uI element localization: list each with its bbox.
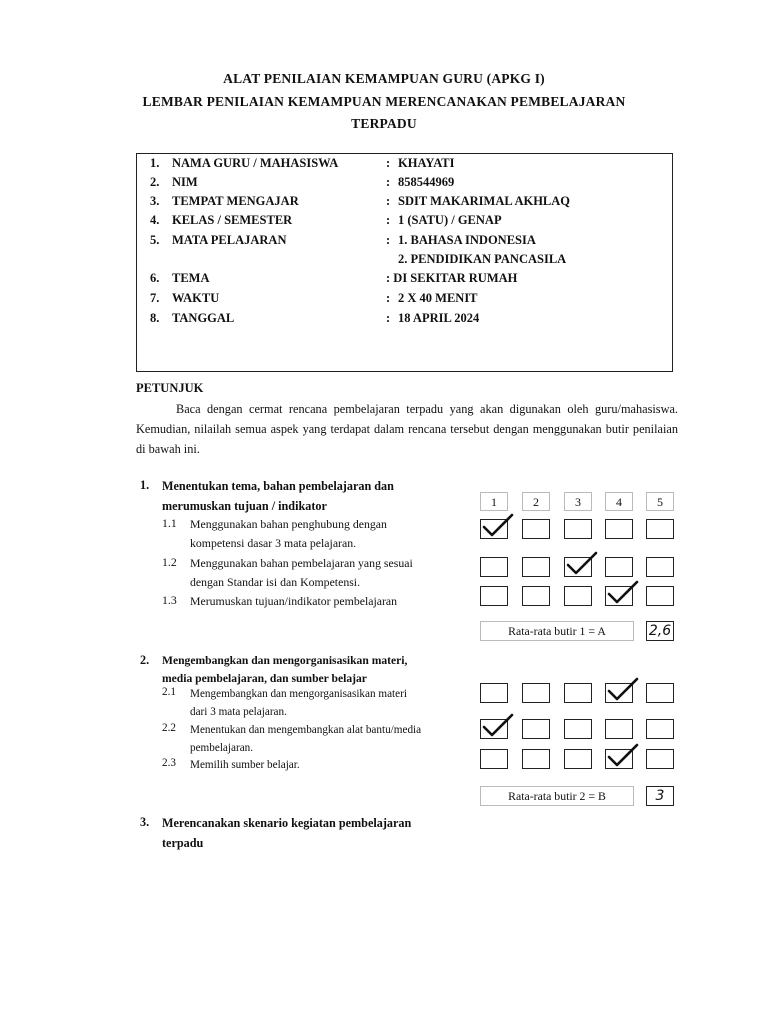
info-number: 2. <box>150 175 160 189</box>
info-colon: : DI SEKITAR RUMAH <box>386 271 518 285</box>
score-checkbox[interactable] <box>564 557 592 577</box>
scale-header-3: 3 <box>564 492 592 511</box>
info-number: 3. <box>150 194 160 208</box>
info-colon: : <box>386 213 391 227</box>
score-checkbox[interactable] <box>605 749 633 769</box>
info-value: 2. PENDIDIKAN PANCASILA <box>398 252 567 266</box>
score-checkbox[interactable] <box>480 557 508 577</box>
section-2-title: Mengembangkan dan mengorganisasikan materi, media pembelajaran, dan sumber belajar <box>162 654 408 685</box>
info-colon: : <box>386 311 391 325</box>
section-3-number: 3. <box>140 815 150 829</box>
info-label: MATA PELAJARAN <box>172 233 287 247</box>
scale-header-1: 1 <box>480 492 508 511</box>
rata-rata-2-score: 3 <box>646 786 674 806</box>
scale-header-5: 5 <box>646 492 674 511</box>
petunjuk-text: Baca dengan cermat rencana pembelajaran terpadu yang akan digunakan oleh guru/mahasiswa. Kemudian, nilailah semua aspek yang terdapat dalam rencana tersebut dengan menggunakan butir penilaian di bawah ini. <box>136 402 678 456</box>
info-label: KELAS / SEMESTER <box>172 213 293 227</box>
score-checkbox[interactable] <box>480 519 508 539</box>
section-1-title: Menentukan tema, bahan pembelajaran dan merumuskan tujuan / indikator <box>162 479 394 513</box>
item-1-1-number: 1.1 <box>162 516 177 530</box>
score-checkbox[interactable] <box>480 749 508 769</box>
scale-header-4: 4 <box>605 492 633 511</box>
item-2-3-number: 2.3 <box>162 757 176 769</box>
score-checkbox[interactable] <box>522 719 550 739</box>
score-checkbox[interactable] <box>605 519 633 539</box>
score-checkbox[interactable] <box>605 557 633 577</box>
checkmark-icon <box>604 579 640 607</box>
rata-rata-1-score: 2,6 <box>646 621 674 641</box>
info-colon: : <box>386 194 391 208</box>
checkmark-icon <box>563 550 599 578</box>
info-number: 5. <box>150 233 160 247</box>
info-number: 8. <box>150 311 160 325</box>
item-1-2-number: 1.2 <box>162 555 177 569</box>
score-checkbox[interactable] <box>564 719 592 739</box>
rata-rata-1-label: Rata-rata butir 1 = A <box>480 621 634 641</box>
info-label: WAKTU <box>172 291 220 305</box>
checkmark-icon <box>604 742 640 770</box>
score-checkbox[interactable] <box>646 586 674 606</box>
info-colon: : <box>386 291 391 305</box>
info-number: 4. <box>150 213 160 227</box>
info-value: KHAYATI <box>398 156 455 170</box>
item-2-2-text: Menentukan dan mengembangkan alat bantu/media pembelajaran. <box>190 724 422 754</box>
score-checkbox[interactable] <box>646 557 674 577</box>
score-checkbox[interactable] <box>564 519 592 539</box>
item-1-2-text: Menggunakan bahan pembelajaran yang sesuai dengan Standar isi dan Kompetensi. <box>190 556 413 589</box>
score-checkbox[interactable] <box>564 749 592 769</box>
info-label: NIM <box>172 175 198 189</box>
info-value: 2 X 40 MENIT <box>398 291 478 305</box>
info-label: TEMPAT MENGAJAR <box>172 194 299 208</box>
score-checkbox[interactable] <box>480 586 508 606</box>
checkmark-icon <box>479 512 515 540</box>
info-colon: : <box>386 156 391 170</box>
item-2-2-number: 2.2 <box>162 722 176 734</box>
score-checkbox[interactable] <box>605 719 633 739</box>
info-number: 6. <box>150 271 160 285</box>
score-checkbox[interactable] <box>522 519 550 539</box>
score-checkbox[interactable] <box>480 683 508 703</box>
scale-header-2: 2 <box>522 492 550 511</box>
rata-rata-2-label: Rata-rata butir 2 = B <box>480 786 634 806</box>
checkmark-icon <box>604 676 640 704</box>
info-value: 1. BAHASA INDONESIA <box>398 233 536 247</box>
score-checkbox[interactable] <box>646 719 674 739</box>
item-1-3-text: Merumuskan tujuan/indikator pembelajaran <box>190 594 398 608</box>
info-colon: : <box>386 233 391 247</box>
info-value: 18 APRIL 2024 <box>398 311 480 325</box>
info-value: 1 (SATU) / GENAP <box>398 213 502 227</box>
info-number: 1. <box>150 156 160 170</box>
score-checkbox[interactable] <box>564 683 592 703</box>
section-3-title: Merencanakan skenario kegiatan pembelajaran terpadu <box>162 816 412 850</box>
item-1-1-text: Menggunakan bahan penghubung dengan kompetensi dasar 3 mata pelajaran. <box>190 517 387 550</box>
score-checkbox[interactable] <box>646 749 674 769</box>
info-label: TEMA <box>172 271 210 285</box>
info-colon: : <box>386 175 391 189</box>
doc-subtitle: LEMBAR PENILAIAN KEMAMPUAN MERENCANAKAN PEMBELAJARAN <box>142 94 626 109</box>
section-2-number: 2. <box>140 653 150 667</box>
score-checkbox[interactable] <box>646 519 674 539</box>
item-2-3-text: Memilih sumber belajar. <box>190 759 300 771</box>
info-label: NAMA GURU / MAHASISWA <box>172 156 339 170</box>
info-value: SDIT MAKARIMAL AKHLAQ <box>398 194 571 208</box>
score-checkbox[interactable] <box>605 586 633 606</box>
score-checkbox[interactable] <box>522 683 550 703</box>
item-2-1-text: Mengembangkan dan mengorganisasikan materi dari 3 mata pelajaran. <box>190 688 407 718</box>
info-value: 858544969 <box>398 175 455 189</box>
score-checkbox[interactable] <box>564 586 592 606</box>
info-label: TANGGAL <box>172 311 235 325</box>
score-checkbox[interactable] <box>522 557 550 577</box>
section-1-number: 1. <box>140 478 150 492</box>
doc-title: ALAT PENILAIAN KEMAMPUAN GURU (APKG I) <box>223 71 545 86</box>
checkmark-icon <box>479 712 515 740</box>
info-number: 7. <box>150 291 160 305</box>
score-checkbox[interactable] <box>480 719 508 739</box>
doc-subtitle-2: TERPADU <box>351 116 417 131</box>
score-checkbox[interactable] <box>646 683 674 703</box>
score-checkbox[interactable] <box>522 749 550 769</box>
item-2-1-number: 2.1 <box>162 686 176 698</box>
score-checkbox[interactable] <box>522 586 550 606</box>
item-1-3-number: 1.3 <box>162 593 177 607</box>
petunjuk-heading: PETUNJUK <box>136 381 204 395</box>
score-checkbox[interactable] <box>605 683 633 703</box>
